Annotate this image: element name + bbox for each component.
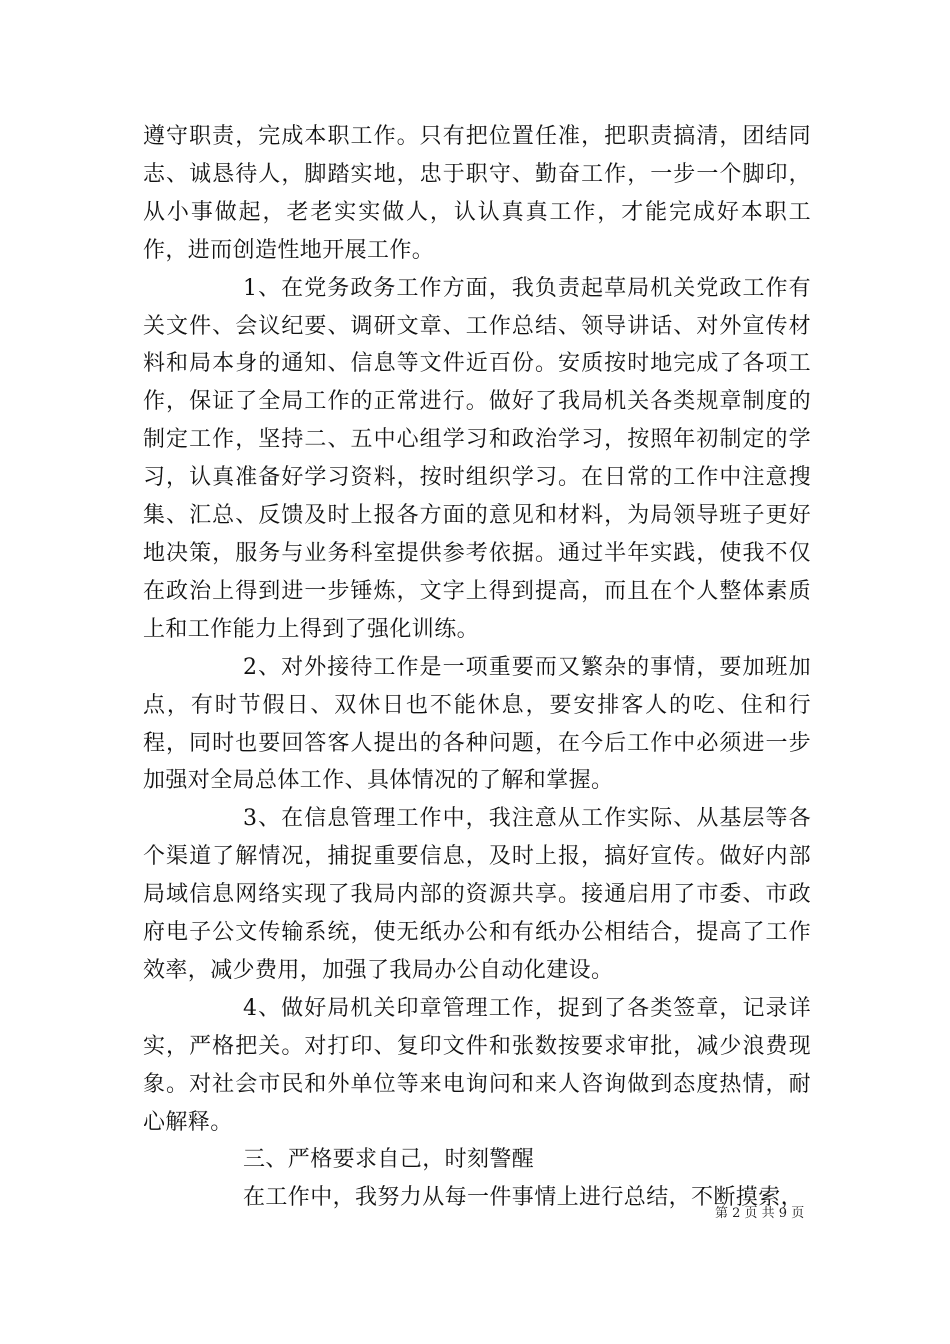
paragraph-item-4: 4、做好局机关印章管理工作，捉到了各类签章，记录详实，严格把关。对打印、复印文件和张数按要求审批，减少浪费现象。对社会市民和外单位等来电询问和来人咨询做到态度热情，耐心解释。 bbox=[143, 995, 811, 1135]
paragraph-section-start: 在工作中，我努力从每一件事情上进行总结，不断摸索， bbox=[243, 1185, 804, 1211]
page-number-footer: 第 2 页 共 9 页 bbox=[715, 1206, 805, 1221]
paragraph-item-2: 2、对外接待工作是一项重要而又繁杂的事情，要加班加点，有时节假日、双休日也不能休息，要安排客人的吃、住和行程，同时也要回答客人提出的各种问题，在今后工作中必须进一步加强对全局总体工作、具体情况的了解和掌握。 bbox=[143, 654, 811, 794]
paragraph-item-1: 1、在党务政务工作方面，我负责起草局机关党政工作有关文件、会议纪要、调研文章、工作总结、领导讲话、对外宣传材料和局本身的通知、信息等文件近百份。安质按时地完成了各项工作，保证了全局工作的正常进行。做好了我局机关各类规章制度的制定工作，坚持二、五中心组学习和政治学习，按照年初制定的学习，认真准备好学习资料，按时组织学习。在日常的工作中注意搜集、汇总、反馈及时上报各方面的意见和材料，为局领导班子更好地决策，服务与业务科室提供参考依据。通过半年实践，使我不仅在政治上得到进一步锤炼，文字上得到提高，而且在个人整体素质上和工作能力上得到了强化训练。 bbox=[143, 275, 811, 642]
paragraph-item-3: 3、在信息管理工作中，我注意从工作实际、从基层等各个渠道了解情况，捕捉重要信息，及时上报，搞好宣传。做好内部局域信息网络实现了我局内部的资源共享。接通启用了市委、市政府电子公文传输系统，使无纸办公和有纸办公相结合，提高了工作效率，减少费用，加强了我局办公自动化建设。 bbox=[143, 806, 811, 983]
document-body bbox=[143, 118, 811, 1217]
paragraph-continuation: 遵守职责，完成本职工作。只有把位置任准，把职责搞清，团结同志、诚恳待人，脚踏实地，忠于职守、勤奋工作，一步一个脚印，从小事做起，老老实实做人，认认真真工作，才能完成好本职工作，进而创造性地开展工作。 bbox=[143, 124, 811, 263]
section-heading: 三、严格要求自己，时刻警醒 bbox=[243, 1147, 535, 1173]
